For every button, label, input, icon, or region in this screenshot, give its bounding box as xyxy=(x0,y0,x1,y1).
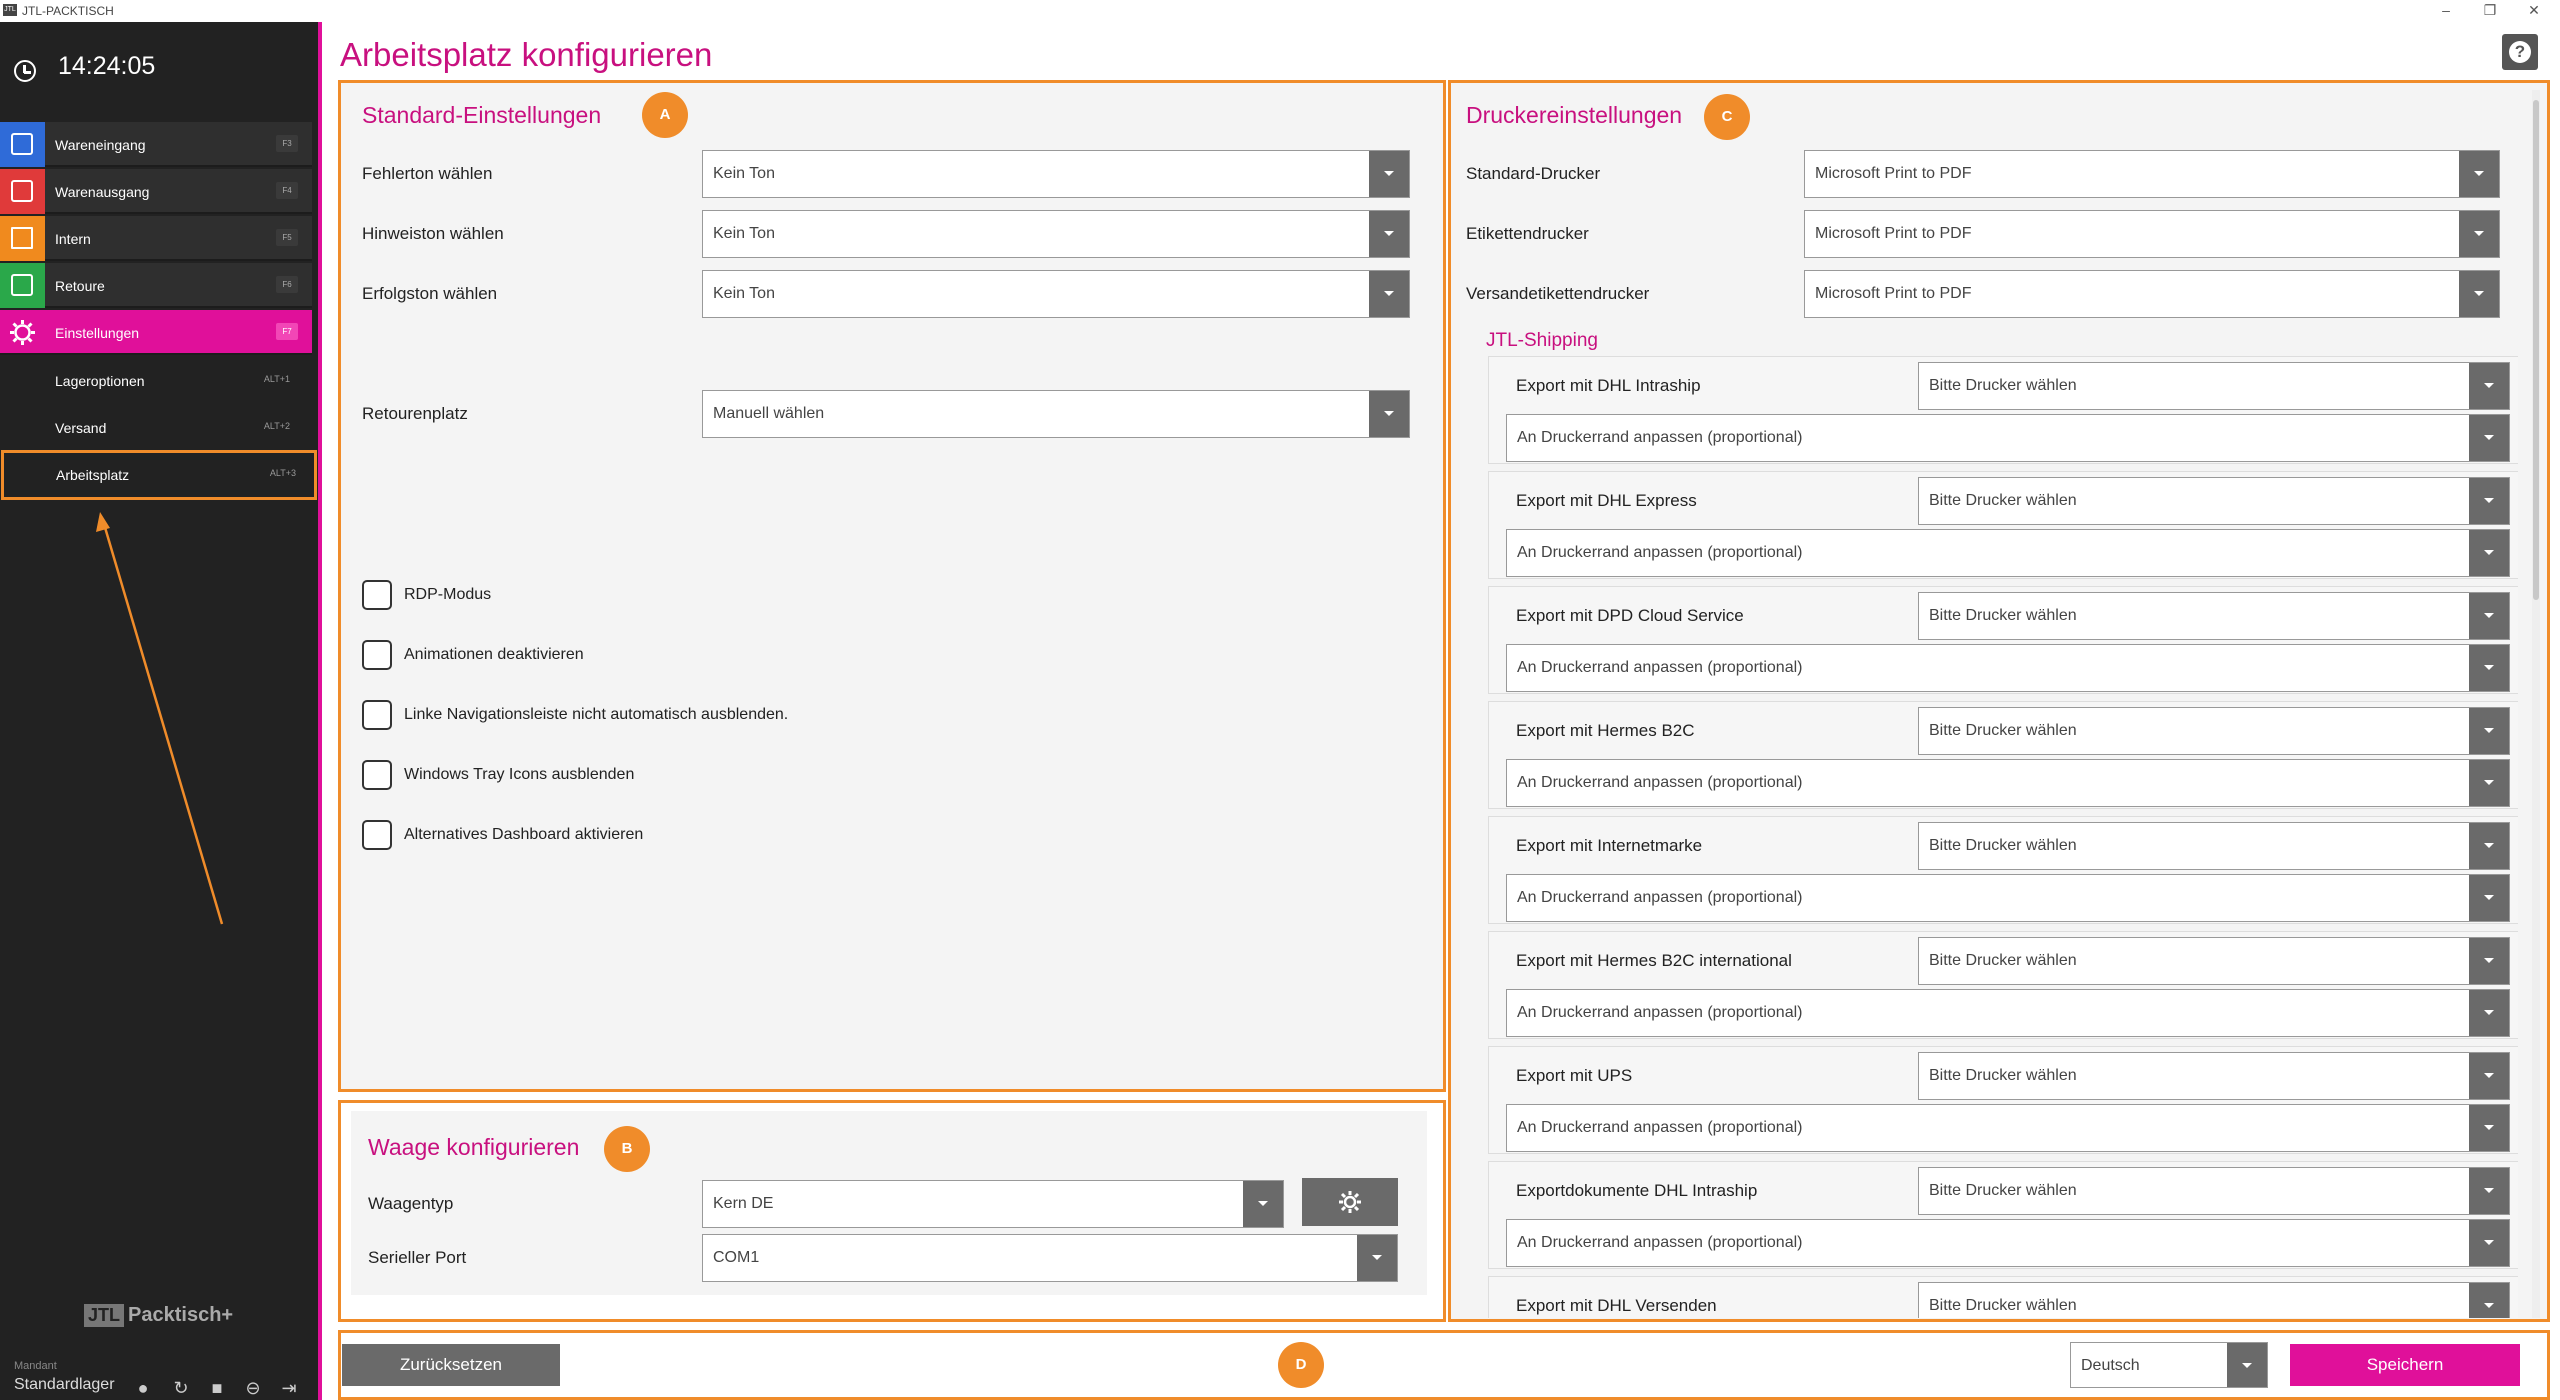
minus-circle-icon[interactable]: ⊖ xyxy=(245,1378,261,1398)
shipping-group-label: Export mit DPD Cloud Service xyxy=(1516,606,1744,625)
retourenplatz-label: Retourenplatz xyxy=(362,404,468,423)
printer-scrollbar-thumb[interactable] xyxy=(2533,100,2539,600)
select-value: Bitte Drucker wählen xyxy=(1929,377,2077,394)
shipping-scale-select[interactable] xyxy=(1506,989,2510,1037)
chevron-down-icon[interactable] xyxy=(2469,1053,2509,1099)
chevron-down-icon[interactable] xyxy=(2469,1283,2509,1318)
chevron-down-icon[interactable] xyxy=(2469,645,2509,691)
shipping-scale-select[interactable] xyxy=(1506,1219,2510,1267)
shipping-scale-select[interactable] xyxy=(1506,644,2510,692)
chevron-down-icon[interactable] xyxy=(1369,391,1409,437)
select-value: Manuell wählen xyxy=(713,405,825,422)
clock-time: 14:24:05 xyxy=(58,52,156,80)
erfolgston-label: Erfolgston wählen xyxy=(362,284,498,303)
shortcut-label: ALT+3 xyxy=(269,468,296,478)
select-value: An Druckerrand anpassen (proportional) xyxy=(1517,1004,1803,1021)
shipping-printer-select[interactable] xyxy=(1918,937,2510,985)
standard-printer-select[interactable] xyxy=(1804,150,2500,198)
chevron-down-icon[interactable] xyxy=(2469,530,2509,576)
disable-animations-checkbox[interactable] xyxy=(362,640,392,670)
sidebar xyxy=(0,22,318,1400)
waagentyp-label: Waagentyp xyxy=(368,1194,454,1213)
shortcut-badge: F3 xyxy=(276,135,298,152)
sidebar-item-label: Wareneingang xyxy=(55,137,146,153)
sidebar-subitem-label: Lageroptionen xyxy=(55,373,145,389)
title-bar xyxy=(0,0,2560,22)
chevron-down-icon[interactable] xyxy=(2469,593,2509,639)
select-value: An Druckerrand anpassen (proportional) xyxy=(1517,774,1803,791)
sidebar-item-label: Intern xyxy=(55,231,91,247)
chevron-down-icon[interactable] xyxy=(2469,1168,2509,1214)
annotation-badge-d: D xyxy=(1278,1342,1324,1388)
shipping-printer-select[interactable] xyxy=(1918,1052,2510,1100)
shipping-label-printer-label: Versandetikettendrucker xyxy=(1466,284,1650,303)
label-printer-label: Etikettendrucker xyxy=(1466,224,1589,243)
chevron-down-icon[interactable] xyxy=(2469,708,2509,754)
select-value: An Druckerrand anpassen (proportional) xyxy=(1517,659,1803,676)
select-value: Bitte Drucker wählen xyxy=(1929,952,2077,969)
chevron-down-icon[interactable] xyxy=(1369,271,1409,317)
select-value: Bitte Drucker wählen xyxy=(1929,1067,2077,1084)
rdp-mode-label: RDP-Modus xyxy=(404,586,492,603)
select-value: Kein Ton xyxy=(713,285,775,302)
shipping-group-label: Export mit DHL Express xyxy=(1516,491,1697,510)
gear-icon xyxy=(1335,1187,1365,1217)
shipping-scale-select[interactable] xyxy=(1506,529,2510,577)
maximize-button[interactable]: ❐ xyxy=(2483,2,2497,18)
chevron-down-icon[interactable] xyxy=(2469,760,2509,806)
select-value: Bitte Drucker wählen xyxy=(1929,492,2077,509)
annotation-badge-b: B xyxy=(604,1126,650,1172)
scale-settings-button[interactable] xyxy=(1302,1178,1398,1226)
app-logo-icon: JTL xyxy=(3,4,17,16)
reset-button[interactable]: Zurücksetzen xyxy=(342,1344,560,1386)
shipping-printer-select[interactable] xyxy=(1918,477,2510,525)
chevron-down-icon[interactable] xyxy=(2469,1220,2509,1266)
annotation-badge-a: A xyxy=(642,92,688,138)
select-value: An Druckerrand anpassen (proportional) xyxy=(1517,429,1803,446)
chevron-down-icon[interactable] xyxy=(1369,211,1409,257)
serial-port-label: Serieller Port xyxy=(368,1248,467,1267)
brand-logo: JTL Packtisch+ xyxy=(84,1304,233,1327)
jtl-shipping-title: JTL-Shipping xyxy=(1486,330,1598,351)
mandant-label: Mandant xyxy=(14,1360,57,1372)
annotation-badge-c: C xyxy=(1704,94,1750,140)
fehlerton-label: Fehlerton wählen xyxy=(362,164,493,183)
chevron-down-icon[interactable] xyxy=(2459,151,2499,197)
shipping-scale-select[interactable] xyxy=(1506,759,2510,807)
label-printer-select[interactable] xyxy=(1804,210,2500,258)
chevron-down-icon[interactable] xyxy=(2469,823,2509,869)
select-value: An Druckerrand anpassen (proportional) xyxy=(1517,889,1803,906)
chevron-down-icon[interactable] xyxy=(2469,875,2509,921)
refresh-icon[interactable]: ↻ xyxy=(173,1378,189,1398)
shipping-printer-select[interactable] xyxy=(1918,1282,2510,1318)
shipping-scale-select[interactable] xyxy=(1506,1104,2510,1152)
chevron-down-icon[interactable] xyxy=(1357,1235,1397,1281)
sidebar-accent-line xyxy=(318,22,322,1400)
hide-tray-icons-checkbox[interactable] xyxy=(362,760,392,790)
shipping-group-label: Export mit UPS xyxy=(1516,1066,1633,1085)
select-value: An Druckerrand anpassen (proportional) xyxy=(1517,544,1803,561)
chevron-down-icon[interactable] xyxy=(1243,1181,1283,1227)
shipping-group-label: Export mit DHL Versenden xyxy=(1516,1296,1717,1315)
page-title: Arbeitsplatz konfigurieren xyxy=(340,36,713,73)
select-value: Microsoft Print to PDF xyxy=(1815,225,1972,242)
sidebar-subitem-label: Arbeitsplatz xyxy=(56,467,130,483)
select-value: Bitte Drucker wählen xyxy=(1929,1182,2077,1199)
keep-nav-visible-label: Linke Navigationsleiste nicht automatisch ausblenden. xyxy=(404,706,789,723)
users-icon[interactable]: ● xyxy=(137,1378,149,1398)
sidebar-item-label: Retoure xyxy=(55,278,105,294)
select-value: Kein Ton xyxy=(713,225,775,242)
select-value: An Druckerrand anpassen (proportional) xyxy=(1517,1119,1803,1136)
chevron-down-icon[interactable] xyxy=(2469,1105,2509,1151)
hide-tray-icons-label: Windows Tray Icons ausblenden xyxy=(404,766,635,783)
printer-settings-title: Druckereinstellungen xyxy=(1466,102,1683,128)
window-title: JTL-PACKTISCH xyxy=(22,4,114,18)
chevron-down-icon[interactable] xyxy=(2227,1343,2267,1387)
chevron-down-icon[interactable] xyxy=(1369,151,1409,197)
shipping-group-label: Exportdokumente DHL Intraship xyxy=(1516,1181,1758,1200)
disable-animations-label: Animationen deaktivieren xyxy=(404,646,584,663)
chevron-down-icon[interactable] xyxy=(2469,938,2509,984)
select-value: Bitte Drucker wählen xyxy=(1929,607,2077,624)
select-value: Bitte Drucker wählen xyxy=(1929,722,2077,739)
standard-settings-title: Standard-Einstellungen xyxy=(362,102,602,128)
help-icon: ? xyxy=(2509,41,2531,63)
shipping-group-label: Export mit Hermes B2C international xyxy=(1516,951,1792,970)
select-value: Microsoft Print to PDF xyxy=(1815,285,1972,302)
retourenplatz-select[interactable] xyxy=(702,390,1410,438)
erfolgston-select[interactable] xyxy=(702,270,1410,318)
shipping-group-label: Export mit Internetmarke xyxy=(1516,836,1703,855)
shipping-printer-select[interactable] xyxy=(1918,1167,2510,1215)
alt-dashboard-checkbox[interactable] xyxy=(362,820,392,850)
shortcut-badge: F4 xyxy=(276,182,298,199)
language-select[interactable] xyxy=(2070,1342,2268,1388)
keep-nav-visible-checkbox[interactable] xyxy=(362,700,392,730)
select-value: Deutsch xyxy=(2081,1357,2140,1374)
logout-icon[interactable]: ⇥ xyxy=(281,1378,297,1398)
sidebar-item-label: Warenausgang xyxy=(55,184,150,200)
sidebar-item-label: Einstellungen xyxy=(55,325,140,341)
shipping-printer-select[interactable] xyxy=(1918,707,2510,755)
select-value: Bitte Drucker wählen xyxy=(1929,1297,2077,1314)
help-button[interactable] xyxy=(2502,34,2538,70)
hinweiston-label: Hinweiston wählen xyxy=(362,224,504,243)
annotation-arrow xyxy=(0,22,318,1022)
shipping-scale-select[interactable] xyxy=(1506,414,2510,462)
standard-printer-label: Standard-Drucker xyxy=(1466,164,1601,183)
shortcut-badge: F6 xyxy=(276,276,298,293)
rdp-mode-checkbox[interactable] xyxy=(362,580,392,610)
chevron-down-icon[interactable] xyxy=(2469,415,2509,461)
shortcut-label: ALT+1 xyxy=(263,374,290,384)
chevron-down-icon[interactable] xyxy=(2459,271,2499,317)
shipping-printer-select[interactable] xyxy=(1918,592,2510,640)
select-value: Kein Ton xyxy=(713,165,775,182)
serial-port-select[interactable] xyxy=(702,1234,1398,1282)
chevron-down-icon[interactable] xyxy=(2469,478,2509,524)
shipping-group-label: Export mit DHL Intraship xyxy=(1516,376,1701,395)
shipping-scale-select[interactable] xyxy=(1506,874,2510,922)
shipping-group-label: Export mit Hermes B2C xyxy=(1516,721,1695,740)
hinweiston-select[interactable] xyxy=(702,210,1410,258)
select-value: Microsoft Print to PDF xyxy=(1815,165,1972,182)
shortcut-badge: F7 xyxy=(276,323,298,340)
shipping-printer-select[interactable] xyxy=(1918,822,2510,870)
chevron-down-icon[interactable] xyxy=(2459,211,2499,257)
shortcut-label: ALT+2 xyxy=(263,421,290,431)
fehlerton-select[interactable] xyxy=(702,150,1410,198)
alt-dashboard-label: Alternatives Dashboard aktivieren xyxy=(404,826,644,843)
shipping-label-printer-select[interactable] xyxy=(1804,270,2500,318)
shipping-printer-select[interactable] xyxy=(1918,362,2510,410)
select-value: Bitte Drucker wählen xyxy=(1929,837,2077,854)
select-value: COM1 xyxy=(713,1249,760,1266)
shortcut-badge: F5 xyxy=(276,229,298,246)
chevron-down-icon[interactable] xyxy=(2469,990,2509,1036)
close-button[interactable]: ✕ xyxy=(2528,2,2540,18)
mandant-value: Standardlager xyxy=(14,1376,115,1393)
minimize-button[interactable]: – xyxy=(2442,2,2450,18)
chevron-down-icon[interactable] xyxy=(2469,363,2509,409)
save-button[interactable]: Speichern xyxy=(2290,1344,2520,1386)
select-value: An Druckerrand anpassen (proportional) xyxy=(1517,1234,1803,1251)
sidebar-subitem-label: Versand xyxy=(55,420,107,436)
lock-icon[interactable]: ■ xyxy=(211,1378,223,1398)
select-value: Kern DE xyxy=(713,1195,774,1212)
waagentyp-select[interactable] xyxy=(702,1180,1284,1228)
scale-title: Waage konfigurieren xyxy=(368,1134,580,1160)
